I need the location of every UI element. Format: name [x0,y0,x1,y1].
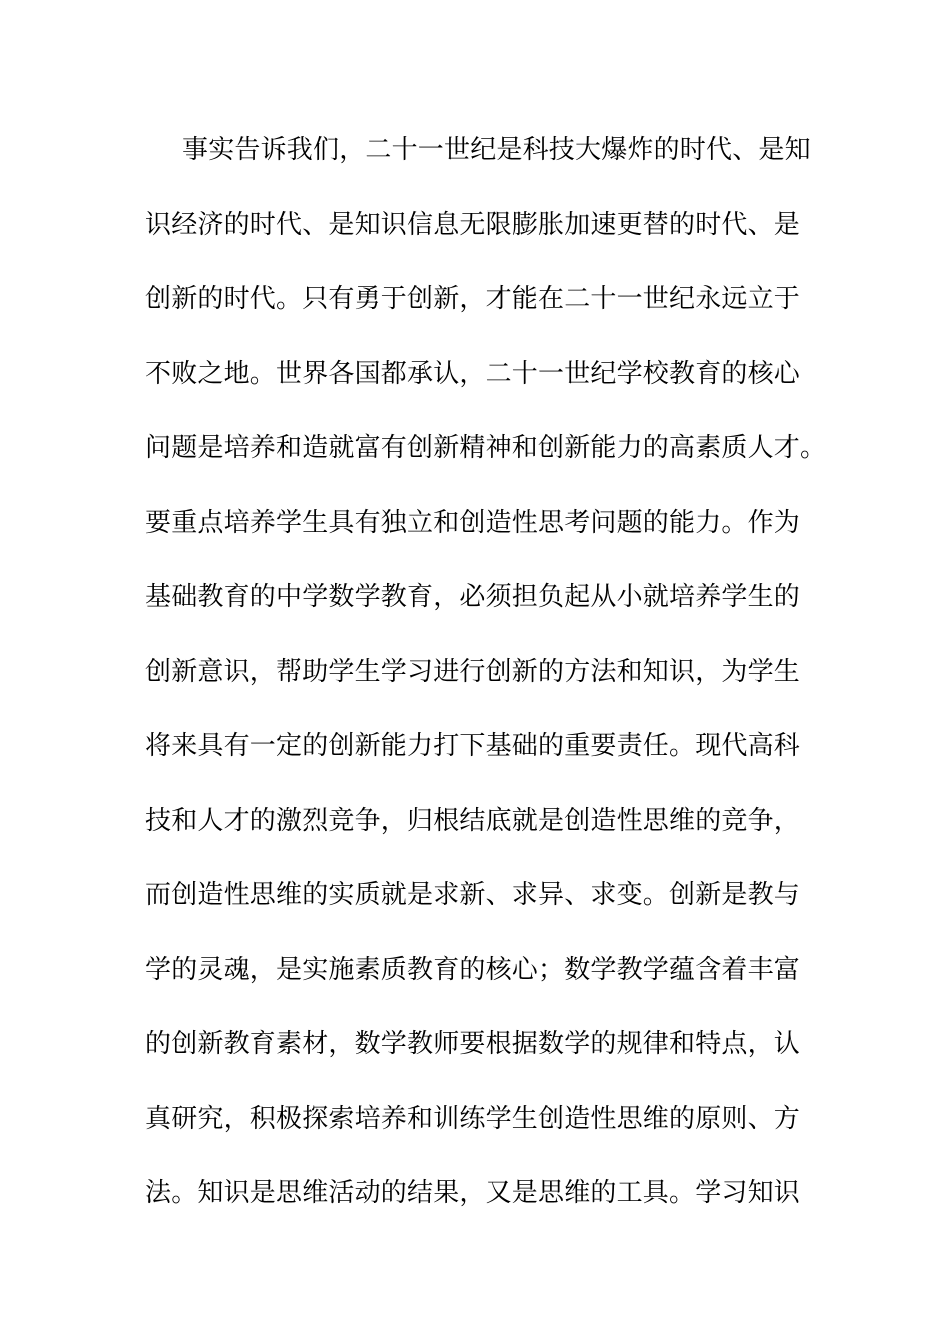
text-line-8: 创新意识，帮助学生学习进行创新的方法和知识，为学生 [145,656,801,687]
text-line-4: 不败之地。世界各国都承认，二十一世纪学校教育的核心 [145,358,801,389]
text-line-9: 将来具有一定的创新能力打下基础的重要责任。现代高科 [145,731,801,761]
text-line-3: 创新的时代。只有勇于创新，才能在二十一世纪永远立于 [145,284,801,314]
text-line-15: 法。知识是思维活动的结果，又是思维的工具。学习知识 [145,1178,801,1208]
text-line-7: 基础教育的中学数学教育，必须担负起从小就培养学生的 [145,582,801,612]
text-line-1: 事实告诉我们，二十一世纪是科技大爆炸的时代、是知 [182,135,811,165]
text-line-2: 识经济的时代、是知识信息无限膨胀加速更替的时代、是 [145,209,801,240]
text-line-11: 而创造性思维的实质就是求新、求异、求变。创新是教与 [145,880,801,910]
text-line-10: 技和人才的激烈竞争，归根结底就是创造性思维的竞争， [145,805,801,836]
body-paragraph [145,128,827,1246]
text-line-13: 的创新教育素材，数学教师要根据数学的规律和特点，认 [145,1029,801,1059]
text-line-12: 学的灵魂，是实施素质教育的核心；数学教学蕴含着丰富 [145,954,801,985]
text-line-6: 要重点培养学生具有独立和创造性思考问题的能力。作为 [145,507,801,538]
text-line-5: 问题是培养和造就富有创新精神和创新能力的高素质人才。 [145,433,827,463]
text-line-14: 真研究，积极探索培养和训练学生创造性思维的原则、方 [145,1103,801,1134]
